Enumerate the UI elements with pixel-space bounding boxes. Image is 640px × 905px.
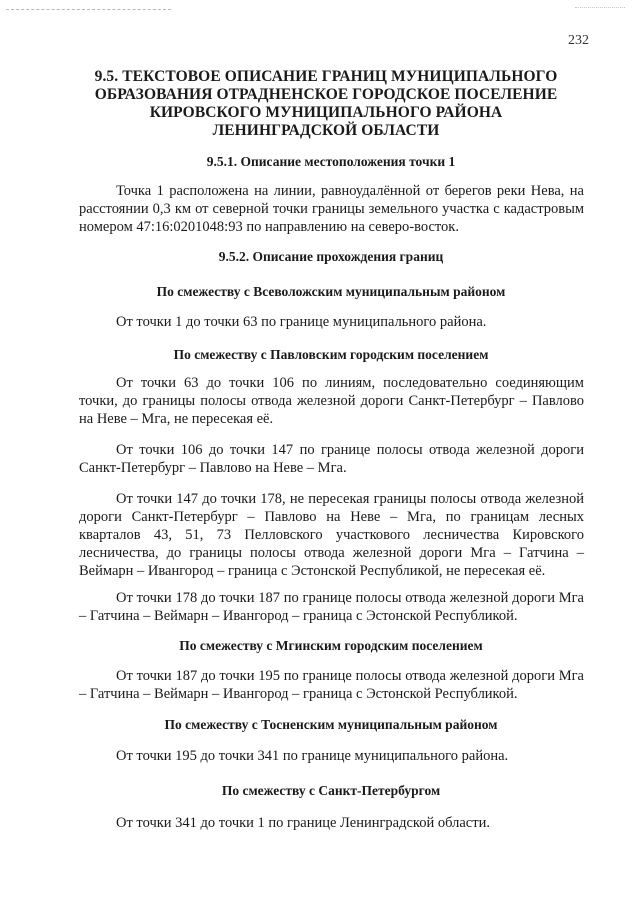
paragraph-pavlovsky-2: От точки 106 до точки 147 по границе полосы отвода железной дороги Санкт-Петербург – Павлово на Неве – Мга. [79,442,584,476]
subheading-pavlovsky: По смежеству с Павловским городским поселением [173,347,489,362]
scan-artifact-line [575,7,625,12]
page-number: 232 [568,33,589,48]
paragraph-tosnensky: От точки 195 до точки 341 по границе муниципального района. [116,748,509,764]
subheading-spb: По смежеству с Санкт-Петербургом [221,783,441,798]
section-heading-boundaries: 9.5.2. Описание прохождения границ [218,249,444,264]
subheading-vsevolozhsky: По смежеству с Всеволожским муниципальным районом [156,284,506,299]
paragraph-point-location: Точка 1 расположена на линии, равноудалённой от берегов реки Нева, на расстоянии 0,3 км от северной точки границы земельного участка с кадастровым номером 47:16:0201048:93 по направлению на северо-восток. [79,183,584,235]
section-heading-location: 9.5.1. Описание местоположения точки 1 [206,154,456,169]
paragraph-vsevolozhsky: От точки 1 до точки 63 по границе муниципального района. [116,314,487,330]
document-title: 9.5. ТЕКСТОВОЕ ОПИСАНИЕ ГРАНИЦ МУНИЦИПАЛЬНОГО ОБРАЗОВАНИЯ ОТРАДНЕНСКОЕ ГОРОДСКОЕ ПОСЕЛЕНИЕ КИРОВСКОГО МУНИЦИПАЛЬНОГО РАЙОНА ЛЕНИНГРАДСКОЙ ОБЛАСТИ [94,68,558,139]
paragraph-mginskoe: От точки 187 до точки 195 по границе полосы отвода железной дороги Мга – Гатчина – Веймарн – Ивангород – граница с Эстонской Республикой. [79,668,584,702]
subheading-tosnensky: По смежеству с Тосненским муниципальным районом [164,717,498,732]
paragraph-pavlovsky-4: От точки 178 до точки 187 по границе полосы отвода железной дороги Мга – Гатчина – Веймарн – Ивангород – граница с Эстонской Республикой. [79,590,584,624]
subheading-mginskoe: По смежеству с Мгинским городским поселением [179,638,483,653]
paragraph-pavlovsky-3: От точки 147 до точки 178, не пересекая границы полосы отвода железной дороги Санкт-Петербург – Павлово на Неве – Мга, по границам лесных кварталов 43, 51, 73 Пелловского участкового лесничества Кировского лесничества, до границы полосы отвода железной дороги Мга – Гатчина – Веймарн – Ивангород – граница с Эстонской Республикой, не пересекая её. [79,491,584,579]
scan-artifact-line [6,9,171,14]
paragraph-pavlovsky-1: От точки 63 до точки 106 по линиям, последовательно соединяющим точки, до границы полосы отвода железной дороги Санкт-Петербург – Павлово на Неве – Мга, не пересекая её. [79,375,584,427]
paragraph-spb: От точки 341 до точки 1 по границе Ленинградской области. [116,815,490,831]
